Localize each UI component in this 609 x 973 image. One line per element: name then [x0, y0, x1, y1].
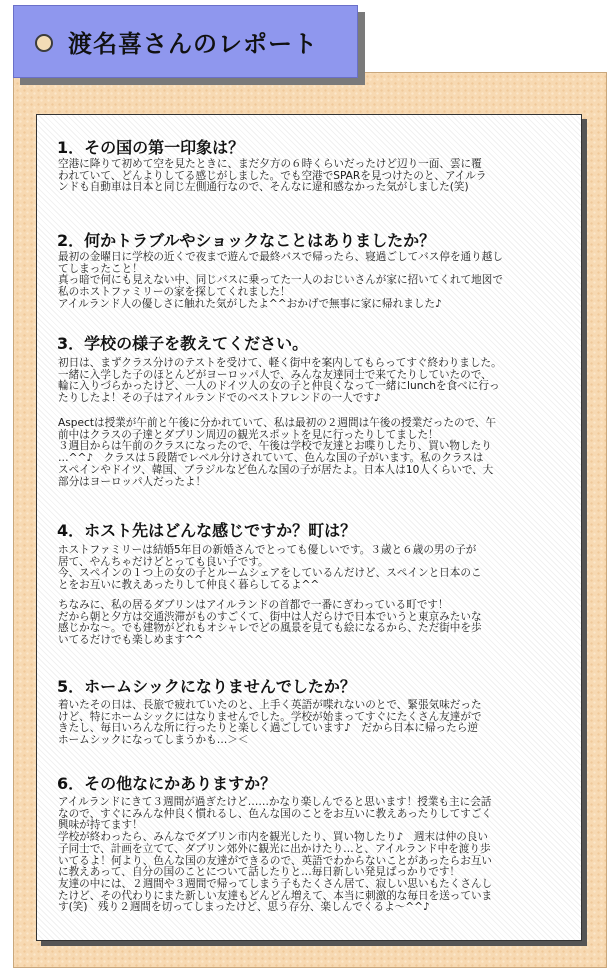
- section-3-heading: 3．学校の様子を教えてください。: [57, 334, 309, 353]
- section-5-heading: 5．ホームシックになりませんでしたか？: [57, 677, 356, 696]
- bullet-circle-icon: [35, 34, 53, 52]
- section-4-heading: 4．ホスト先はどんな感じですか？町は？: [57, 521, 357, 540]
- section-2-heading: 2．何かトラブルやショックなことはありましたか？: [57, 231, 436, 250]
- section-3-body-1: 初日は、まずクラス分けのテストを受けて、軽く街中を案内してもらってすぐ終わりました。 一緒に入学した子のほとんどがヨーロッパ人で、みんな友達同士で来てたりしていたので、 輪に入りづらかったけど、一人のドイツ人の女の子と仲良くなって一緒にlunchを食べに行っ たりしたよ！その子はアイルランドでのベストフレンドの一人です♪: [58, 357, 502, 405]
- title-banner: [13, 5, 358, 78]
- section-4-body-2: ちなみに、私の居るダブリンはアイルランドの首都で一番にぎわっている町です！ だから朝と夕方は交通渋滞がものすごくて、街中は人だらけで日本でいうと東京みたいな 感じかな〜。でも建物がどれもオシャレでどの風景を見ても絵になるから、ただ街中を歩 いてるだけでも楽しめます^^: [58, 599, 482, 647]
- section-2-body: 最初の金曜日に学校の近くで夜まで遊んで最終バスで帰ったら、寝過ごしてバス停を通り越し てしまったこと！ 真っ暗で何にも見えない中、同じバスに乗ってた一人のおじいさんが家に招いてくれて地図で 私のホストファミリーの家を探してくれました！ アイルランド人の優しさに触れた気がしたよ^^おかげで無事に家に帰れました♪: [58, 251, 503, 310]
- section-4-body-1: ホストファミリーは結婚5年目の新婚さんでとっても優しいです。３歳と６歳の男の子が 居て、やんちゃだけどとっても良い子です。 今、スペインの１つ上の女の子とルームシェアをしているんだけど、スペインと日本のこ とをお互いに教えあったりして仲良く暮らしてるよ^^: [58, 544, 482, 592]
- section-1-body: 空港に降りて初めて空を見たときに、まだ夕方の６時くらいだったけど辺り一面、雲に覆 われていて、どんよりしてる感じがしました。でも空港でSPARを見つけたのと、アイルラ ンドも自動車は日本と同じ左側通行なので、そんなに違和感なかった気がしました(笑): [58, 158, 487, 194]
- section-6-heading: 6．その他なにかありますか？: [57, 774, 277, 793]
- section-3-body-2: Aspectは授業が午前と午後に分かれていて、私は最初の２週間は午後の授業だったので、午 前中はクラスの子達とダブリン周辺の観光スポットを見に行ったりしてました！ ３週目からは午前のクラスになったので、午後は学校で友達とお喋りしたり、買い物したり …^^♪ クラスは５段階でレベル分けされていて、色んな国の子がいます。私のクラスは スペインやドイツ、韓国、ブラジルなど色んな国の子が居たよ。日本人は10人くらいで、大 部分はヨーロッパ人だったよ！: [58, 417, 497, 488]
- section-5-body: 着いたその日は、長旅で疲れていたのと、上手く英語が喋れないのとで、緊張気味だった けど、特にホームシックにはなりませんでした。学校が始まってすぐにたくさん友達がで きたし、毎日いろんな所に行ったりと楽しく過ごしています♪ だから日本に帰ったら逆 ホームシックになってしまうかも…＞＜: [58, 699, 482, 747]
- page-title: 渡名喜さんのレポート: [68, 30, 318, 58]
- section-6-body: アイルランドにきて３週間が過ぎたけど……かなり楽しんでると思います！授業も主に会話 なので、すぐにみんな仲良く慣れるし、色んな国のことをお互いに教えあったりしてすごく 興味が持てます！ 学校が終わったら、みんなでダブリン市内を観光したり、買い物したり♪ 週末は仲の良い 子同士で、計画を立てて、ダブリン郊外に観光に出かけたり…と、アイルランド中を渡り歩 いてるよ！何より、色んな国の友達ができるので、英語でわからないことがあったらお互い に教えあって、自分の国のことについて話したりと…毎日新しい発見ばっかりです！ 友達の中には、２週間や３週間で帰ってしまう子もたくさん居て、寂しい思いもたくさんし たけど、その代わりにまた新しい友達もどんどん増えて、本当に刺激的な毎日を送っていま す(笑) 残り２週間を切ってしまったけど、思う存分、楽しんでくるよ〜^^♪: [58, 796, 493, 914]
- section-1-heading: 1．その国の第一印象は？: [57, 138, 245, 157]
